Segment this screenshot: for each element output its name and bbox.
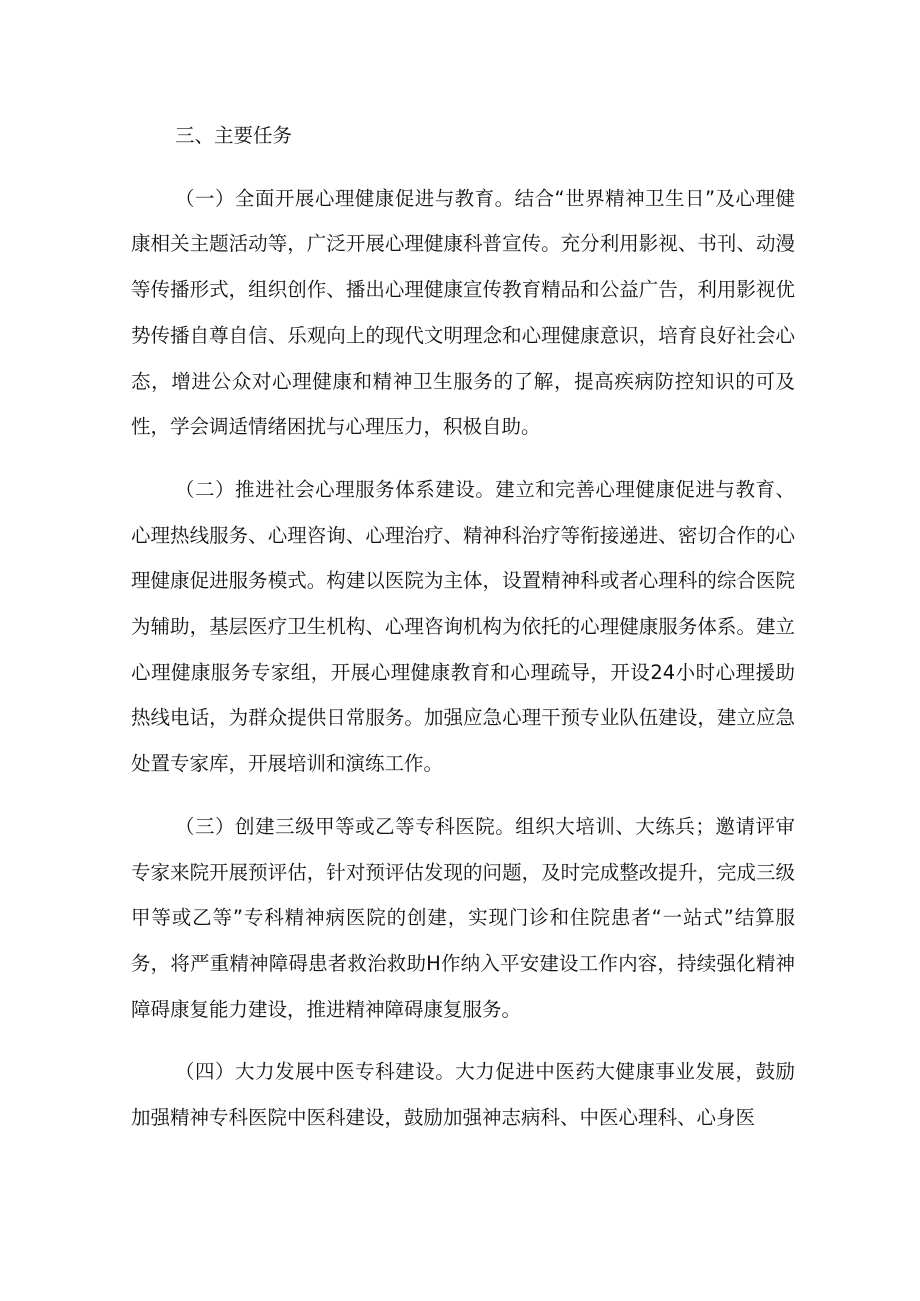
- section-heading: 三、主要任务: [175, 124, 293, 147]
- paragraph-3: （三）创建三级甲等或乙等专科医院。组织大培训、大练兵；邀请评审专家来院开展预评估，针对预评估发现的问题，及时完成整改提升，完成三级甲等或乙等”专科精神病医院的创建，实现门诊和住院患者“一站式”结算服务，将严重精神障碍患者救治救助H作纳入平安建设工作内容，持续强化精神障碍康复能力建设，推进精神障碍康复服务。: [131, 814, 795, 1021]
- document-body: [131, 113, 795, 1158]
- paragraph-2: （二）推进社会心理服务体系建设。建立和完善心理健康促进与教育、心理热线服务、心理咨询、心理治疗、精神科治疗等衔接递进、密切合作的心理健康促进服务模式。构建以医院为主体，设置精神科或者心理科的综合医院为辅助，基层医疗卫生机构、心理咨询机构为依托的心理健康服务体系。建立心理健康服务专家组，开展心理健康教育和心理疏导，开设24小时心理援助热线电话，为群众提供日常服务。加强应急心理干预专业队伍建设，建立应急处置专家库，开展培训和演练工作。: [131, 477, 795, 776]
- paragraph-1: （一）全面开展心理健康促进与教育。结合“世界精神卫生日”及心理健康相关主题活动等，广泛开展心理健康科普宣传。充分利用影视、书刊、动漫等传播形式，组织创作、播出心理健康宣传教育精品和公益广告，利用影视优势传播自尊自信、乐观向上的现代文明理念和心理健康意识，培育良好社会心态，增进公众对心理健康和精神卫生服务的了解，提高疾病防控知识的可及性，学会调适情绪困扰与心理压力，积极自助。: [131, 186, 795, 439]
- paragraph-4: （四）大力发展中医专科建设。大力促进中医药大健康事业发展，鼓励加强精神专科医院中医科建设，鼓励加强神志病科、中医心理科、心身医: [131, 1060, 795, 1130]
